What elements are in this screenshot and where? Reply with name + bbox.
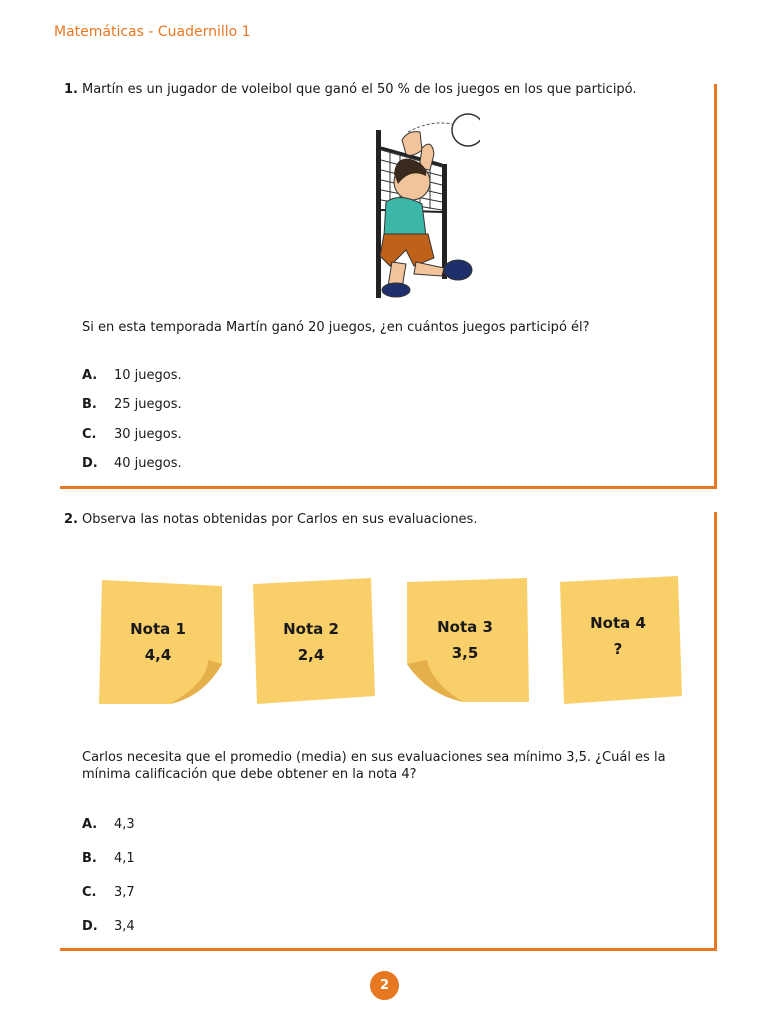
question-1-box xyxy=(60,84,717,489)
option-text: 4,1 xyxy=(114,851,135,866)
question-1-stem-text: Martín es un jugador de voleibol que ganó el 50 % de los juegos en los que participó. xyxy=(81,82,637,97)
option-letter: A. xyxy=(82,368,98,383)
volleyball-player-illustration xyxy=(310,110,480,304)
sticky-note-1 xyxy=(98,578,218,700)
sticky-note-value: 2,4 xyxy=(297,646,325,664)
question-2-option-b[interactable] xyxy=(82,850,135,867)
question-2-option-c[interactable] xyxy=(82,884,135,901)
question-2-stem-text: Observa las notas obtenidas por Carlos en sus evaluaciones. xyxy=(81,512,478,527)
option-letter: A. xyxy=(82,817,98,832)
question-2-prompt: Carlos necesita que el promedio (media) en sus evaluaciones sea mínimo 3,5. ¿Cuál es la mínima calificación que debe obtener en la nota 4? xyxy=(82,750,666,782)
question-1-prompt: Si en esta temporada Martín ganó 20 juegos, ¿en cuántos juegos participó él? xyxy=(82,320,590,335)
sticky-note-3 xyxy=(405,576,525,698)
sticky-note-value: ? xyxy=(613,640,623,658)
option-letter: D. xyxy=(82,456,98,471)
question-2-option-a[interactable] xyxy=(82,816,135,833)
sticky-note-label: Nota 4 xyxy=(590,614,646,632)
option-text: 10 juegos. xyxy=(114,368,182,383)
option-letter: C. xyxy=(82,885,97,900)
option-letter: D. xyxy=(82,919,98,934)
sticky-note-value: 4,4 xyxy=(144,646,172,664)
option-text: 4,3 xyxy=(114,817,135,832)
sticky-note-label: Nota 1 xyxy=(130,620,186,638)
question-1-option-b[interactable] xyxy=(82,396,182,413)
sticky-note-4 xyxy=(558,576,678,698)
option-text: 40 juegos. xyxy=(114,456,182,471)
question-1-number: 1. xyxy=(64,82,78,97)
option-letter: C. xyxy=(82,427,97,442)
sticky-note-label: Nota 2 xyxy=(283,620,339,638)
page-header-title: Matemáticas - Cuadernillo 1 xyxy=(54,24,251,40)
question-2-option-d[interactable] xyxy=(82,918,135,935)
option-text: 30 juegos. xyxy=(114,427,182,442)
option-letter: B. xyxy=(82,397,97,412)
option-text: 25 juegos. xyxy=(114,397,182,412)
question-1-option-c[interactable] xyxy=(82,426,182,443)
question-2-stem xyxy=(64,511,477,528)
option-text: 3,7 xyxy=(114,885,135,900)
sticky-note-2 xyxy=(251,578,371,700)
question-2-box xyxy=(60,512,717,951)
sticky-note-label: Nota 3 xyxy=(437,618,493,636)
question-2-number: 2. xyxy=(64,512,78,527)
question-1-option-d[interactable] xyxy=(82,455,182,472)
option-text: 3,4 xyxy=(114,919,135,934)
question-1-stem xyxy=(64,81,637,98)
page-number-badge: 2 xyxy=(370,971,399,1000)
option-letter: B. xyxy=(82,851,97,866)
sticky-note-value: 3,5 xyxy=(451,644,479,662)
question-1-option-a[interactable] xyxy=(82,367,182,384)
